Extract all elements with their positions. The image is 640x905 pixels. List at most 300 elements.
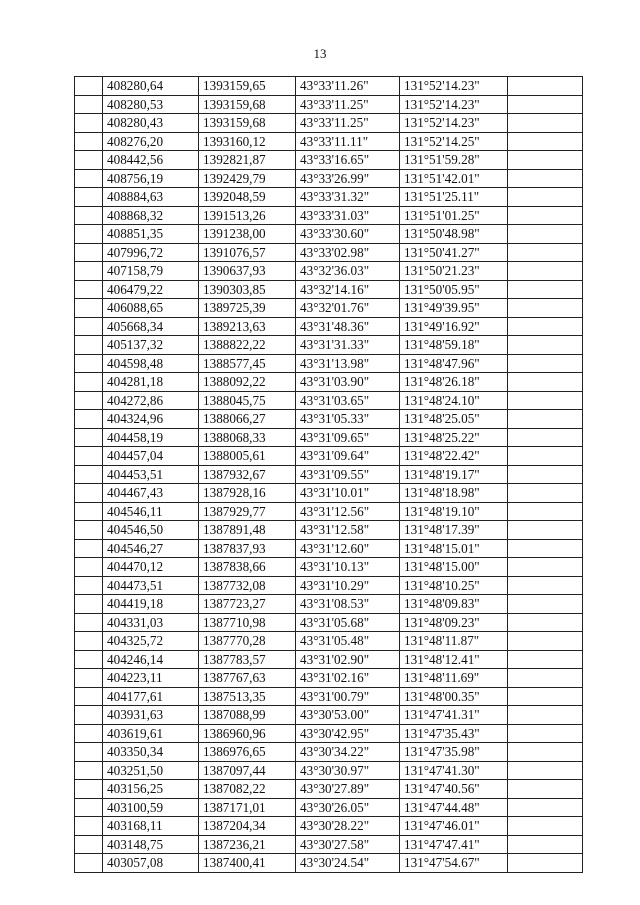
longitude-cell: 131°52'14.23" [400,77,508,96]
longitude-cell: 131°52'14.23" [400,114,508,133]
notes-cell [508,780,583,799]
x-coordinate-cell: 408280,53 [103,95,199,114]
longitude-cell: 131°48'59.18" [400,336,508,355]
latitude-cell: 43°33'11.25" [296,114,400,133]
table-row [75,502,583,521]
x-coordinate-cell: 404598,48 [103,354,199,373]
notes-cell [508,317,583,336]
table-row [75,706,583,725]
table-row [75,854,583,873]
notes-cell [508,706,583,725]
y-coordinate-cell: 1391076,57 [199,243,296,262]
y-coordinate-cell: 1387783,57 [199,650,296,669]
longitude-cell: 131°47'35.43" [400,724,508,743]
latitude-cell: 43°31'10.13" [296,558,400,577]
y-coordinate-cell: 1387236,21 [199,835,296,854]
table-row [75,132,583,151]
notes-cell [508,761,583,780]
row-number-cell [75,576,103,595]
table-row [75,373,583,392]
longitude-cell: 131°52'14.25" [400,132,508,151]
y-coordinate-cell: 1388045,75 [199,391,296,410]
x-coordinate-cell: 404458,19 [103,428,199,447]
table-row [75,465,583,484]
x-coordinate-cell: 408868,32 [103,206,199,225]
row-number-cell [75,817,103,836]
x-coordinate-cell: 404177,61 [103,687,199,706]
latitude-cell: 43°32'14.16" [296,280,400,299]
latitude-cell: 43°31'05.68" [296,613,400,632]
longitude-cell: 131°47'35.98" [400,743,508,762]
y-coordinate-cell: 1393159,68 [199,114,296,133]
x-coordinate-cell: 408884,63 [103,188,199,207]
table-row [75,613,583,632]
x-coordinate-cell: 404470,12 [103,558,199,577]
longitude-cell: 131°48'24.10" [400,391,508,410]
table-row [75,650,583,669]
notes-cell [508,151,583,170]
row-number-cell [75,687,103,706]
x-coordinate-cell: 405668,34 [103,317,199,336]
y-coordinate-cell: 1388068,33 [199,428,296,447]
x-coordinate-cell: 406479,22 [103,280,199,299]
notes-cell [508,613,583,632]
row-number-cell [75,854,103,873]
row-number-cell [75,502,103,521]
x-coordinate-cell: 404453,51 [103,465,199,484]
row-number-cell [75,95,103,114]
table-row [75,206,583,225]
latitude-cell: 43°31'13.98" [296,354,400,373]
latitude-cell: 43°33'02.98" [296,243,400,262]
table-row [75,817,583,836]
y-coordinate-cell: 1387400,41 [199,854,296,873]
notes-cell [508,299,583,318]
table-row [75,391,583,410]
x-coordinate-cell: 403156,25 [103,780,199,799]
x-coordinate-cell: 404467,43 [103,484,199,503]
notes-cell [508,132,583,151]
table-row [75,558,583,577]
y-coordinate-cell: 1387838,66 [199,558,296,577]
x-coordinate-cell: 404246,14 [103,650,199,669]
table-row [75,669,583,688]
longitude-cell: 131°47'54.67" [400,854,508,873]
y-coordinate-cell: 1387929,77 [199,502,296,521]
y-coordinate-cell: 1390637,93 [199,262,296,281]
x-coordinate-cell: 403350,34 [103,743,199,762]
row-number-cell [75,780,103,799]
longitude-cell: 131°50'21.23" [400,262,508,281]
row-number-cell [75,132,103,151]
y-coordinate-cell: 1388092,22 [199,373,296,392]
table-row [75,336,583,355]
x-coordinate-cell: 407158,79 [103,262,199,281]
latitude-cell: 43°32'36.03" [296,262,400,281]
table-row [75,835,583,854]
y-coordinate-cell: 1392429,79 [199,169,296,188]
latitude-cell: 43°33'11.25" [296,95,400,114]
longitude-cell: 131°49'16.92" [400,317,508,336]
row-number-cell [75,225,103,244]
latitude-cell: 43°30'24.54" [296,854,400,873]
notes-cell [508,188,583,207]
y-coordinate-cell: 1391238,00 [199,225,296,244]
y-coordinate-cell: 1392048,59 [199,188,296,207]
y-coordinate-cell: 1389213,63 [199,317,296,336]
row-number-cell [75,317,103,336]
latitude-cell: 43°31'02.16" [296,669,400,688]
table-row [75,761,583,780]
notes-cell [508,336,583,355]
x-coordinate-cell: 404281,18 [103,373,199,392]
latitude-cell: 43°32'01.76" [296,299,400,318]
latitude-cell: 43°33'30.60" [296,225,400,244]
notes-cell [508,484,583,503]
notes-cell [508,798,583,817]
longitude-cell: 131°48'47.96" [400,354,508,373]
latitude-cell: 43°30'30.97" [296,761,400,780]
row-number-cell [75,114,103,133]
x-coordinate-cell: 403057,08 [103,854,199,873]
table-row [75,539,583,558]
latitude-cell: 43°33'26.99" [296,169,400,188]
row-number-cell [75,373,103,392]
longitude-cell: 131°48'15.00" [400,558,508,577]
y-coordinate-cell: 1389725,39 [199,299,296,318]
y-coordinate-cell: 1387928,16 [199,484,296,503]
latitude-cell: 43°30'53.00" [296,706,400,725]
row-number-cell [75,835,103,854]
latitude-cell: 43°33'11.26" [296,77,400,96]
notes-cell [508,225,583,244]
notes-cell [508,280,583,299]
longitude-cell: 131°47'41.30" [400,761,508,780]
row-number-cell [75,706,103,725]
row-number-cell [75,336,103,355]
latitude-cell: 43°31'09.65" [296,428,400,447]
latitude-cell: 43°31'05.48" [296,632,400,651]
notes-cell [508,687,583,706]
table-row [75,724,583,743]
y-coordinate-cell: 1387732,08 [199,576,296,595]
x-coordinate-cell: 408280,43 [103,114,199,133]
notes-cell [508,391,583,410]
y-coordinate-cell: 1388005,61 [199,447,296,466]
y-coordinate-cell: 1393159,65 [199,77,296,96]
table-row [75,595,583,614]
row-number-cell [75,465,103,484]
x-coordinate-cell: 408280,64 [103,77,199,96]
table-row [75,780,583,799]
notes-cell [508,262,583,281]
x-coordinate-cell: 404325,72 [103,632,199,651]
row-number-cell [75,650,103,669]
table-row [75,114,583,133]
row-number-cell [75,428,103,447]
x-coordinate-cell: 404546,50 [103,521,199,540]
longitude-cell: 131°48'19.17" [400,465,508,484]
row-number-cell [75,151,103,170]
row-number-cell [75,521,103,540]
table-row [75,317,583,336]
table-row [75,484,583,503]
y-coordinate-cell: 1388822,22 [199,336,296,355]
row-number-cell [75,539,103,558]
x-coordinate-cell: 406088,65 [103,299,199,318]
x-coordinate-cell: 404324,96 [103,410,199,429]
row-number-cell [75,761,103,780]
y-coordinate-cell: 1387513,35 [199,687,296,706]
latitude-cell: 43°31'12.60" [296,539,400,558]
table-row [75,299,583,318]
longitude-cell: 131°48'25.05" [400,410,508,429]
x-coordinate-cell: 404331,03 [103,613,199,632]
notes-cell [508,410,583,429]
table-row [75,576,583,595]
latitude-cell: 43°30'27.58" [296,835,400,854]
table-row [75,354,583,373]
table-row [75,169,583,188]
longitude-cell: 131°47'46.01" [400,817,508,836]
row-number-cell [75,410,103,429]
latitude-cell: 43°31'09.55" [296,465,400,484]
notes-cell [508,169,583,188]
latitude-cell: 43°31'12.56" [296,502,400,521]
row-number-cell [75,724,103,743]
table-row [75,428,583,447]
row-number-cell [75,280,103,299]
table-row [75,77,583,96]
table-row [75,262,583,281]
x-coordinate-cell: 403100,59 [103,798,199,817]
notes-cell [508,77,583,96]
longitude-cell: 131°48'25.22" [400,428,508,447]
latitude-cell: 43°33'11.11" [296,132,400,151]
table-row [75,798,583,817]
longitude-cell: 131°50'05.95" [400,280,508,299]
x-coordinate-cell: 404272,86 [103,391,199,410]
latitude-cell: 43°33'31.03" [296,206,400,225]
row-number-cell [75,391,103,410]
table-row [75,447,583,466]
notes-cell [508,206,583,225]
latitude-cell: 43°30'28.22" [296,817,400,836]
longitude-cell: 131°48'00.35" [400,687,508,706]
latitude-cell: 43°30'42.95" [296,724,400,743]
table-row [75,410,583,429]
row-number-cell [75,447,103,466]
x-coordinate-cell: 404473,51 [103,576,199,595]
notes-cell [508,373,583,392]
y-coordinate-cell: 1388066,27 [199,410,296,429]
latitude-cell: 43°31'00.79" [296,687,400,706]
x-coordinate-cell: 403251,50 [103,761,199,780]
latitude-cell: 43°31'09.64" [296,447,400,466]
latitude-cell: 43°31'10.29" [296,576,400,595]
notes-cell [508,576,583,595]
x-coordinate-cell: 403619,61 [103,724,199,743]
row-number-cell [75,354,103,373]
x-coordinate-cell: 408756,19 [103,169,199,188]
x-coordinate-cell: 404546,11 [103,502,199,521]
longitude-cell: 131°48'18.98" [400,484,508,503]
table-row [75,95,583,114]
page-number: 13 [313,46,327,61]
longitude-cell: 131°48'19.10" [400,502,508,521]
longitude-cell: 131°48'10.25" [400,576,508,595]
row-number-cell [75,77,103,96]
notes-cell [508,465,583,484]
y-coordinate-cell: 1390303,85 [199,280,296,299]
x-coordinate-cell: 404419,18 [103,595,199,614]
y-coordinate-cell: 1386960,96 [199,724,296,743]
y-coordinate-cell: 1387171,01 [199,798,296,817]
notes-cell [508,95,583,114]
row-number-cell [75,262,103,281]
row-number-cell [75,206,103,225]
longitude-cell: 131°49'39.95" [400,299,508,318]
notes-cell [508,817,583,836]
notes-cell [508,539,583,558]
latitude-cell: 43°31'48.36" [296,317,400,336]
latitude-cell: 43°30'26.05" [296,798,400,817]
row-number-cell [75,169,103,188]
longitude-cell: 131°48'15.01" [400,539,508,558]
longitude-cell: 131°50'41.27" [400,243,508,262]
latitude-cell: 43°31'12.58" [296,521,400,540]
y-coordinate-cell: 1393159,68 [199,95,296,114]
longitude-cell: 131°52'14.23" [400,95,508,114]
notes-cell [508,114,583,133]
coordinates-table [74,76,583,873]
y-coordinate-cell: 1387837,93 [199,539,296,558]
row-number-cell [75,595,103,614]
longitude-cell: 131°51'59.28" [400,151,508,170]
notes-cell [508,558,583,577]
longitude-cell: 131°48'09.83" [400,595,508,614]
x-coordinate-cell: 404546,27 [103,539,199,558]
y-coordinate-cell: 1387204,34 [199,817,296,836]
x-coordinate-cell: 408442,56 [103,151,199,170]
notes-cell [508,502,583,521]
y-coordinate-cell: 1387891,48 [199,521,296,540]
row-number-cell [75,558,103,577]
notes-cell [508,669,583,688]
y-coordinate-cell: 1387710,98 [199,613,296,632]
longitude-cell: 131°47'44.48" [400,798,508,817]
latitude-cell: 43°31'05.33" [296,410,400,429]
table-row [75,280,583,299]
y-coordinate-cell: 1388577,45 [199,354,296,373]
notes-cell [508,354,583,373]
x-coordinate-cell: 408276,20 [103,132,199,151]
row-number-cell [75,632,103,651]
longitude-cell: 131°48'11.69" [400,669,508,688]
latitude-cell: 43°33'31.32" [296,188,400,207]
table-row [75,687,583,706]
y-coordinate-cell: 1387767,63 [199,669,296,688]
x-coordinate-cell: 403148,75 [103,835,199,854]
row-number-cell [75,669,103,688]
latitude-cell: 43°30'34.22" [296,743,400,762]
longitude-cell: 131°47'40.56" [400,780,508,799]
row-number-cell [75,188,103,207]
table-row [75,632,583,651]
y-coordinate-cell: 1386976,65 [199,743,296,762]
longitude-cell: 131°51'25.11" [400,188,508,207]
longitude-cell: 131°47'41.31" [400,706,508,725]
row-number-cell [75,243,103,262]
latitude-cell: 43°30'27.89" [296,780,400,799]
notes-cell [508,595,583,614]
row-number-cell [75,743,103,762]
latitude-cell: 43°31'10.01" [296,484,400,503]
y-coordinate-cell: 1387770,28 [199,632,296,651]
notes-cell [508,428,583,447]
table-row [75,743,583,762]
x-coordinate-cell: 404457,04 [103,447,199,466]
notes-cell [508,854,583,873]
notes-cell [508,521,583,540]
y-coordinate-cell: 1391513,26 [199,206,296,225]
longitude-cell: 131°48'12.41" [400,650,508,669]
row-number-cell [75,484,103,503]
row-number-cell [75,299,103,318]
longitude-cell: 131°48'22.42" [400,447,508,466]
longitude-cell: 131°50'48.98" [400,225,508,244]
notes-cell [508,447,583,466]
latitude-cell: 43°31'03.90" [296,373,400,392]
row-number-cell [75,613,103,632]
longitude-cell: 131°47'47.41" [400,835,508,854]
notes-cell [508,632,583,651]
latitude-cell: 43°31'08.53" [296,595,400,614]
x-coordinate-cell: 403168,11 [103,817,199,836]
x-coordinate-cell: 407996,72 [103,243,199,262]
longitude-cell: 131°51'42.01" [400,169,508,188]
x-coordinate-cell: 408851,35 [103,225,199,244]
y-coordinate-cell: 1393160,12 [199,132,296,151]
x-coordinate-cell: 403931,63 [103,706,199,725]
latitude-cell: 43°31'31.33" [296,336,400,355]
row-number-cell [75,798,103,817]
longitude-cell: 131°48'26.18" [400,373,508,392]
table-row [75,188,583,207]
notes-cell [508,724,583,743]
x-coordinate-cell: 404223,11 [103,669,199,688]
notes-cell [508,650,583,669]
longitude-cell: 131°48'09.23" [400,613,508,632]
table-row [75,521,583,540]
latitude-cell: 43°31'02.90" [296,650,400,669]
y-coordinate-cell: 1387723,27 [199,595,296,614]
notes-cell [508,743,583,762]
notes-cell [508,835,583,854]
table-row [75,225,583,244]
longitude-cell: 131°48'17.39" [400,521,508,540]
notes-cell [508,243,583,262]
latitude-cell: 43°33'16.65" [296,151,400,170]
y-coordinate-cell: 1387097,44 [199,761,296,780]
table-row [75,151,583,170]
longitude-cell: 131°51'01.25" [400,206,508,225]
coordinates-table-body [75,77,583,873]
longitude-cell: 131°48'11.87" [400,632,508,651]
table-row [75,243,583,262]
y-coordinate-cell: 1392821,87 [199,151,296,170]
y-coordinate-cell: 1387082,22 [199,780,296,799]
